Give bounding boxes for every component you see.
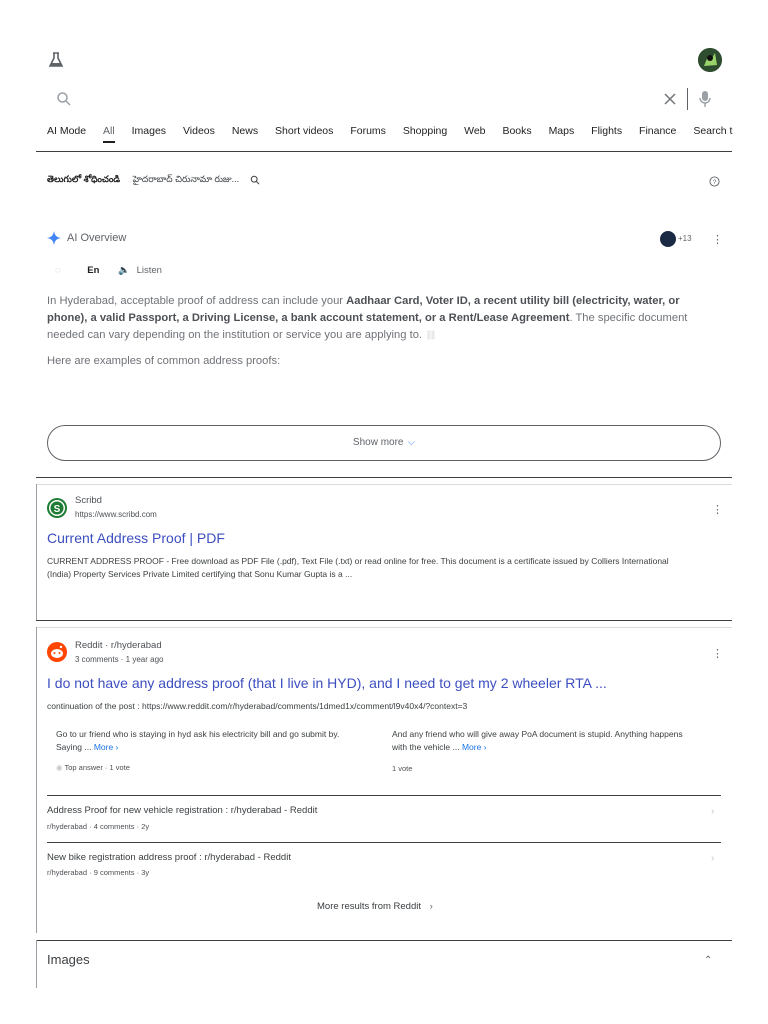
answer-more-link[interactable]: More ›: [461, 742, 487, 752]
result-snippet: continuation of the post : https://www.reddit.com/r/hyderabad/comments/1dmed1x/comment/l9v40x4/?context=3: [47, 701, 468, 711]
show-more-button[interactable]: [47, 425, 721, 461]
answer-more-link[interactable]: More ›: [93, 742, 119, 752]
microphone-icon[interactable]: [698, 89, 712, 109]
ai-overview-paragraph-2: Here are examples of common address proofs:: [47, 355, 281, 367]
chevron-right-icon: ›: [429, 901, 433, 912]
labs-flask-icon[interactable]: [46, 50, 66, 70]
answer-meta: 1 vote: [392, 764, 413, 773]
search-icon[interactable]: [250, 175, 260, 185]
chevron-down-icon: ⌵: [407, 437, 416, 448]
result-frame-edge: [36, 940, 37, 988]
language-toggle-en[interactable]: En: [87, 265, 100, 276]
ai-language-row: [55, 265, 162, 276]
second-answer[interactable]: [392, 728, 692, 754]
tab-images[interactable]: Images: [131, 125, 167, 137]
help-icon[interactable]: [709, 176, 720, 187]
ai-sparkle-icon: [47, 231, 61, 245]
chevron-right-icon[interactable]: ›: [711, 806, 715, 817]
result-frame-edge: [36, 484, 37, 620]
translate-icon[interactable]: ◌: [55, 265, 61, 276]
search-tabs: [47, 125, 746, 143]
section-divider: [36, 484, 732, 485]
section-divider: [36, 627, 732, 628]
result-url: https://www.scribd.com: [75, 510, 157, 519]
tab-finance[interactable]: Finance: [639, 125, 677, 137]
more-options-icon[interactable]: ⋮: [712, 648, 723, 660]
sub-result-title[interactable]: Address Proof for new vehicle registration : r/hyderabad - Reddit: [47, 805, 318, 816]
ai-overview-title: AI Overview: [67, 232, 127, 244]
scribd-favicon: [47, 498, 67, 518]
sub-result-divider: [47, 795, 721, 796]
account-avatar[interactable]: [698, 48, 722, 72]
ai-overview-paragraph: [47, 293, 707, 344]
result-title-link[interactable]: Current Address Proof | PDF: [47, 530, 225, 546]
section-divider: [36, 620, 732, 621]
result-title-link[interactable]: I do not have any address proof (that I live in HYD), and I need to get my 2 wheeler RTA ...: [47, 675, 607, 691]
listen-button[interactable]: Listen: [136, 265, 162, 276]
close-icon[interactable]: [662, 91, 678, 107]
more-results-link[interactable]: [317, 901, 433, 912]
telugu-search-row: [47, 174, 260, 187]
chevron-up-icon[interactable]: ⌃: [704, 955, 713, 966]
section-divider: [36, 940, 732, 941]
search-icon: [56, 91, 72, 107]
more-options-icon[interactable]: ⋮: [712, 234, 723, 246]
sub-result-title[interactable]: New bike registration address proof : r/hyderabad - Reddit: [47, 852, 291, 863]
tab-short-videos[interactable]: Short videos: [275, 125, 334, 137]
tab-ai-mode[interactable]: AI Mode: [47, 125, 87, 137]
telugu-query-suggestion[interactable]: హైదరాబాద్ చిరునామా రుజు...: [132, 174, 240, 184]
tab-books[interactable]: Books: [502, 125, 532, 137]
answer-votes: Top answer · 1 vote: [64, 763, 130, 772]
link-icon[interactable]: ⛓: [425, 330, 437, 340]
ai-source-count[interactable]: +13: [678, 234, 692, 243]
telugu-search-link[interactable]: తెలుగులో శోధించండి: [47, 174, 121, 184]
tab-news[interactable]: News: [231, 125, 259, 137]
result-site-name: Scribd: [75, 495, 102, 506]
ai-source-favicon[interactable]: [660, 231, 676, 247]
more-options-icon[interactable]: ⋮: [712, 504, 723, 516]
search-divider: [687, 88, 688, 110]
ai-text-start: In Hyderabad, acceptable proof of address can include your: [47, 295, 347, 307]
chevron-right-icon[interactable]: ›: [711, 853, 715, 864]
sub-result-meta: r/hyderabad · 9 comments · 3y: [47, 868, 150, 877]
images-section-title[interactable]: Images: [47, 952, 90, 967]
result-snippet: CURRENT ADDRESS PROOF - Free download as PDF File (.pdf), Text File (.txt) or read online for free. This document is a certificate issued by Colliers International (India) Property Services Private Limited certifying that Sonu Kumar Gupta is a ...: [47, 556, 669, 579]
answer-text: And any friend who will give away PoA document is stupid. Anything happens with the vehicle ...: [392, 729, 683, 752]
top-answer-icon: ◉: [56, 763, 63, 772]
more-label: More: [93, 742, 114, 752]
search-input[interactable]: [80, 88, 644, 110]
svg-text:?: ?: [712, 178, 717, 186]
tab-videos[interactable]: Videos: [182, 125, 215, 137]
tab-forums[interactable]: Forums: [350, 125, 386, 137]
ai-text-end: . The specific document needed can vary depending on the institution or service you are applying to.: [47, 312, 688, 341]
top-answer[interactable]: [56, 728, 356, 754]
tab-search-tools[interactable]: Search t: [693, 125, 733, 137]
result-site-name: Reddit · r/hyderabad: [75, 640, 162, 651]
more-label: More: [461, 742, 482, 752]
tab-all[interactable]: All: [103, 125, 115, 143]
tab-maps[interactable]: Maps: [548, 125, 575, 137]
tab-shopping[interactable]: Shopping: [402, 125, 448, 137]
reddit-favicon: [47, 642, 67, 662]
speaker-icon[interactable]: 🔈: [118, 265, 130, 276]
sub-result-divider: [47, 842, 721, 843]
tab-web[interactable]: Web: [464, 125, 486, 137]
sub-result-meta: r/hyderabad · 4 comments · 2y: [47, 822, 150, 831]
tab-flights[interactable]: Flights: [591, 125, 623, 137]
result-frame-edge: [36, 627, 37, 933]
answer-meta: [56, 763, 130, 772]
result-meta: 3 comments · 1 year ago: [75, 655, 164, 664]
svg-text:S: S: [53, 504, 61, 515]
search-bar[interactable]: [36, 84, 732, 114]
ai-text-bold: Aadhaar Card, Voter ID, a recent utility bill (electricity, water, or phone), a valid Passport, a Driving License, a bank account statement, or a Rent/Lease Agreement: [47, 295, 680, 324]
answer-text: Go to ur friend who is staying in hyd ask his electricity bill and go submit by. Saying ...: [56, 729, 340, 752]
more-results-label: More results from Reddit: [317, 901, 422, 912]
section-divider: [36, 477, 732, 478]
tabs-divider: [36, 151, 732, 152]
show-more-label: Show more: [352, 437, 404, 448]
